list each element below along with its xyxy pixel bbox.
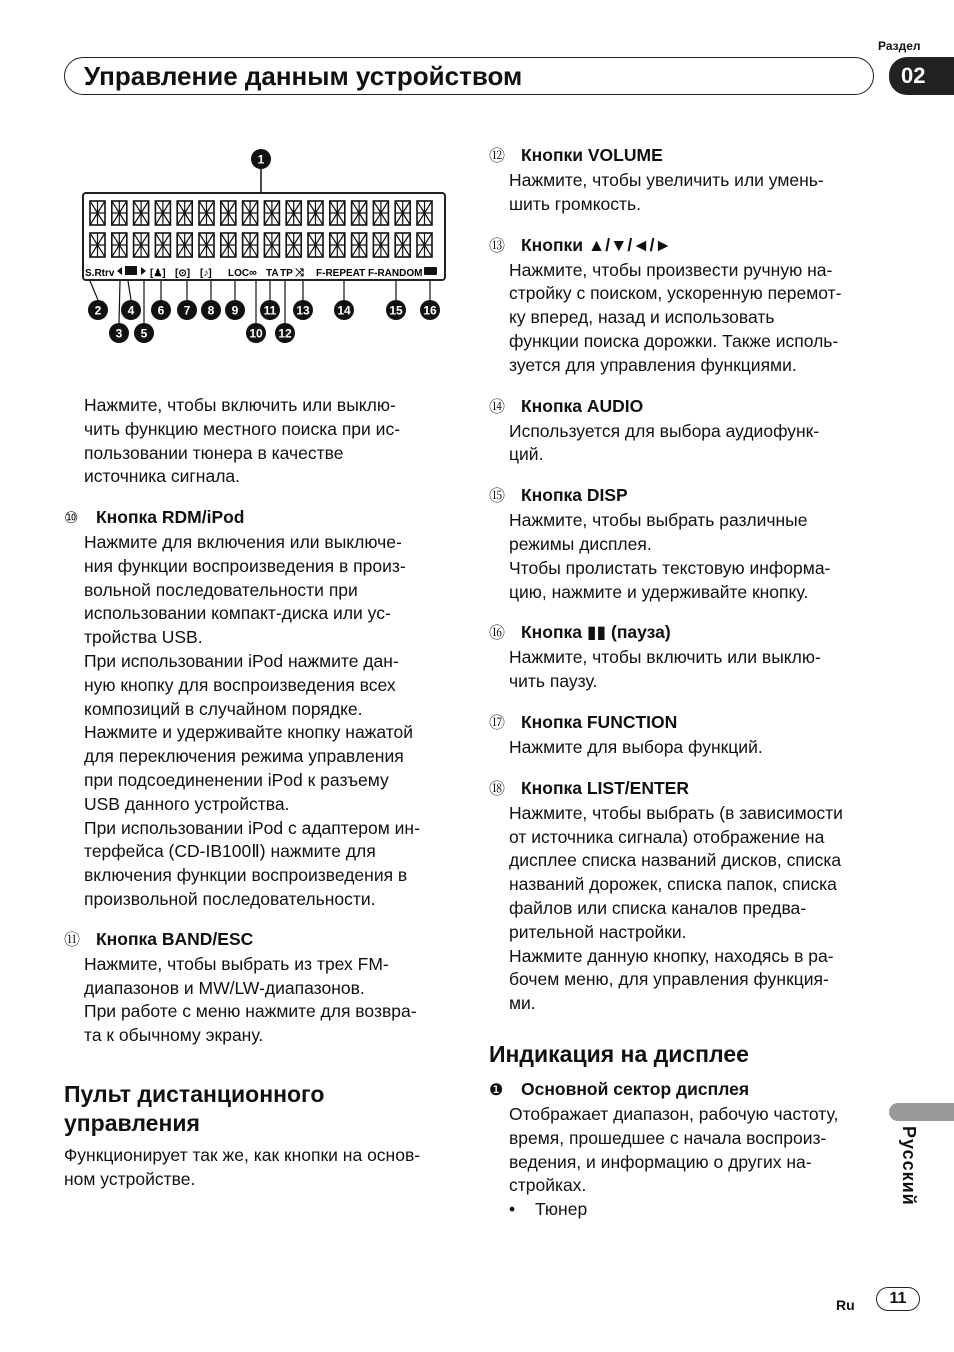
item-body	[489, 259, 879, 378]
item-heading	[489, 620, 879, 646]
item-body	[64, 953, 454, 1048]
right-items	[489, 143, 879, 1032]
text-line: названий дорожек, списка папок, списка	[509, 874, 837, 895]
segment-strokes	[155, 233, 170, 257]
segment-strokes	[112, 233, 127, 257]
text-line: файлов или списка каналов предва-	[509, 897, 807, 918]
callout-number: 16	[423, 303, 437, 318]
segment-strokes	[308, 201, 323, 225]
item-number: ⑪	[64, 931, 81, 949]
item-number: ⑯	[489, 625, 506, 643]
indicator-tp: TP	[280, 268, 293, 279]
text-line: Нажмите для включения или выключе-	[84, 532, 402, 552]
text-line: время, прошедшее с начала воспроиз-	[509, 1127, 827, 1148]
section-number-badge: 02	[889, 57, 954, 95]
indicator-ta: TA	[266, 268, 279, 279]
item-title: Кнопка AUDIO	[521, 395, 644, 416]
item-number: ⑰	[489, 714, 506, 732]
song-icon: [♪]	[200, 268, 212, 279]
item-body	[64, 531, 454, 912]
folder-icon	[125, 266, 137, 275]
segment-strokes	[90, 201, 105, 225]
callout-number: 13	[296, 303, 310, 318]
segment-strokes	[373, 233, 388, 257]
text-line: стройках.	[509, 1175, 587, 1196]
text-line: Нажмите для выбора функций.	[509, 736, 763, 757]
language-tab	[889, 1103, 954, 1121]
indicator-loc: LOC	[228, 268, 250, 279]
segment-strokes	[221, 201, 236, 225]
item-heading	[489, 233, 879, 259]
item-heading	[489, 394, 879, 420]
segment-strokes	[330, 201, 345, 225]
segment-strokes	[417, 233, 432, 257]
text-line: от источника сигнала) отображение на	[509, 826, 825, 847]
item-number: ⑩	[64, 510, 79, 527]
text-line: Нажмите, чтобы включить или выклю-	[509, 647, 821, 668]
item-number: ⑫	[489, 148, 506, 165]
item-title: Кнопка LIST/ENTER	[521, 777, 689, 798]
text-line: чить паузу.	[509, 671, 598, 692]
item-heading	[64, 505, 454, 531]
callout-number: 8	[207, 303, 215, 318]
text-line: произвольной последовательности.	[84, 888, 376, 909]
text-line: Нажмите, чтобы произвести ручную на-	[509, 259, 833, 280]
segment-strokes	[177, 201, 192, 225]
text-line: Нажмите и удерживайте кнопку нажатой	[84, 722, 414, 743]
button-description	[489, 620, 879, 694]
callout-number: 3	[115, 326, 123, 341]
text-line: ном устройстве.	[64, 1168, 196, 1189]
text-line: При работе с меню нажмите для возвра-	[84, 1001, 417, 1022]
intro-paragraph	[84, 394, 454, 489]
segment-strokes	[221, 233, 236, 257]
page-title: Управление данным устройством	[84, 61, 523, 91]
text-line: Нажмите данную кнопку, находясь в ра-	[509, 945, 834, 966]
artist-icon: [♟]	[150, 268, 166, 279]
shuffle-icon: ⤨	[295, 267, 304, 279]
text-line: дисплее списка названий дисков, списка	[509, 850, 842, 871]
button-description	[489, 483, 879, 604]
language-label: Русский	[899, 1126, 919, 1206]
text-line: тройства USB.	[84, 627, 203, 648]
indication-body	[489, 1103, 879, 1198]
button-description	[489, 710, 879, 760]
text-line: Функционирует так же, как кнопки на основ-	[64, 1145, 421, 1165]
text-line: ми.	[509, 993, 536, 1014]
item-title: Кнопка DISP	[521, 485, 628, 506]
text-line: чить функцию местного поиска при ис-	[84, 418, 401, 439]
tray-icon	[424, 267, 437, 275]
text-line: вольной последовательности при	[84, 579, 358, 600]
text-line: при подсоединенении iPod к разъему	[84, 769, 389, 790]
item-number: ⑱	[489, 780, 506, 798]
item-body	[489, 646, 879, 694]
segment-strokes	[243, 233, 258, 257]
callout-number: 5	[140, 326, 148, 341]
text-line: стройку с поиском, ускоренную перемот-	[509, 283, 842, 304]
text-line: Нажмите, чтобы увеличить или умень-	[509, 170, 824, 190]
indicator-srtrv: S.Rtrv	[85, 268, 115, 279]
segment-strokes	[264, 201, 279, 225]
item-body	[489, 736, 879, 760]
segment-strokes	[199, 201, 214, 225]
indication-heading: Индикация на дисплее	[489, 1041, 749, 1067]
callout-number: 2	[94, 303, 102, 318]
text-line: диапазонов и MW/LW-диапазонов.	[84, 977, 365, 998]
item-body	[489, 802, 879, 1016]
text-line: для переключения режима управления	[84, 746, 404, 767]
segment-strokes	[417, 201, 432, 225]
item-body	[489, 420, 879, 468]
segment-strokes	[308, 233, 323, 257]
callout-number: 14	[337, 303, 351, 318]
segment-strokes	[264, 233, 279, 257]
remote-heading-line2: управления	[64, 1110, 200, 1136]
button-description	[64, 927, 454, 1048]
indication-item-title	[489, 1077, 879, 1103]
text-line: ведения, и информацию о других на-	[509, 1151, 812, 1172]
item-heading	[489, 143, 879, 169]
bullet-text: Тюнер	[535, 1199, 588, 1220]
item-number: ❶	[489, 1082, 504, 1099]
text-line: та к обычному экрану.	[84, 1025, 264, 1046]
text-line: рительной настройки.	[509, 921, 687, 942]
bullet-item	[489, 1198, 879, 1222]
text-line: пользовании тюнера в качестве	[84, 442, 344, 463]
bullet-dot: •	[509, 1199, 516, 1220]
text-line: источника сигнала.	[84, 466, 240, 487]
callout-number: 15	[389, 303, 403, 318]
callout-number: 7	[183, 303, 191, 318]
segment-strokes	[330, 233, 345, 257]
indicator-f-repeat: F-REPEAT	[316, 268, 366, 279]
segment-strokes	[90, 233, 105, 257]
text-line: При использовании iPod с адаптером ин-	[84, 817, 420, 838]
callout-number: 9	[231, 303, 239, 318]
segment-strokes	[134, 233, 149, 257]
item-number: ⑮	[489, 488, 506, 506]
item-heading	[64, 927, 454, 953]
text-line: ния функции воспроизведения в произ-	[84, 555, 406, 576]
button-description	[489, 776, 879, 1016]
segment-strokes	[395, 233, 410, 257]
callout-number: 4	[127, 303, 135, 318]
text-line: ную кнопку для воспроизведения всех	[84, 674, 396, 695]
callout-number: 12	[278, 326, 292, 341]
disc-icon: [⊙]	[175, 268, 191, 279]
indication-section	[489, 1040, 879, 1222]
text-line: зуется для управления функциями.	[509, 354, 797, 375]
item-number: ⑭	[489, 398, 506, 416]
rdm-icon: ∞	[249, 267, 257, 279]
item-heading	[489, 776, 879, 802]
remote-section	[64, 1080, 454, 1192]
item-number: ⑬	[489, 237, 506, 255]
left-items	[64, 505, 454, 1063]
button-description	[489, 143, 879, 217]
segment-strokes	[134, 201, 149, 225]
item-title-text: Основной сектор дисплея	[521, 1079, 750, 1099]
segment-strokes	[112, 201, 127, 225]
text-line: использовании компакт-диска или ус-	[84, 603, 391, 624]
callout-number: 1	[257, 152, 265, 167]
text-line: Нажмите, чтобы выбрать из трех FM-	[84, 953, 389, 974]
callout-number: 6	[157, 303, 165, 318]
text-line: Нажмите, чтобы выбрать различные	[509, 510, 808, 531]
item-title: Кнопка ▮▮ (пауза)	[521, 622, 671, 643]
text-line: Используется для выбора аудиофунк-	[509, 420, 820, 441]
text-line: бочем меню, для управления функция-	[509, 969, 829, 990]
item-title: Кнопка FUNCTION	[521, 711, 678, 732]
button-description	[64, 505, 454, 912]
callout-number: 10	[249, 326, 263, 341]
segment-strokes	[373, 201, 388, 225]
segment-strokes	[395, 201, 410, 225]
segment-strokes	[155, 201, 170, 225]
button-description	[489, 394, 879, 468]
segment-strokes	[286, 201, 301, 225]
text-line: функции поиска дорожки. Также исполь-	[509, 330, 839, 351]
text-line: USB данного устройства.	[84, 793, 290, 814]
text-line: Нажмите, чтобы выбрать (в зависимости	[509, 802, 843, 823]
page-number: 11	[876, 1287, 920, 1311]
item-title: Кнопка RDM/iPod	[96, 507, 245, 527]
segment-strokes	[352, 201, 367, 225]
text-line: При использовании iPod нажмите дан-	[84, 650, 399, 671]
segment-strokes	[243, 201, 258, 225]
text-line: цию, нажмите и удерживайте кнопку.	[509, 581, 809, 602]
item-heading	[489, 710, 879, 736]
section-label: Раздел	[878, 39, 921, 53]
text-line: терфейса (CD-IB100Ⅱ) нажмите для	[84, 841, 376, 862]
item-title: Кнопки VOLUME	[521, 145, 663, 165]
text-line: шить громкость.	[509, 193, 642, 214]
text-line: Чтобы пролистать текстовую информа-	[509, 557, 831, 578]
segment-strokes	[199, 233, 214, 257]
callout-number: 11	[263, 303, 277, 318]
item-title: Кнопка BAND/ESC	[96, 928, 254, 949]
segment-strokes	[286, 233, 301, 257]
item-body	[489, 169, 879, 217]
text-line: Отображает диапазон, рабочую частоту,	[509, 1104, 839, 1124]
display-diagram	[80, 145, 450, 350]
text-line: включения функции воспроизведения в	[84, 865, 408, 886]
indicator-f-random: F-RANDOM	[368, 268, 423, 279]
text-line: режимы дисплея.	[509, 533, 652, 554]
text-line: Нажмите, чтобы включить или выклю-	[84, 395, 396, 415]
item-heading	[489, 483, 879, 509]
text-line: ку вперед, назад и использовать	[509, 307, 775, 328]
language-code: Ru	[836, 1297, 855, 1313]
button-description	[489, 233, 879, 378]
text-line: композиций в случайном порядке.	[84, 698, 363, 719]
remote-body	[64, 1144, 454, 1192]
item-title: Кнопки ▲/▼/◄/►	[521, 234, 672, 255]
remote-heading-line1: Пульт дистанционного	[64, 1081, 325, 1107]
item-body	[489, 509, 879, 604]
segment-strokes	[177, 233, 192, 257]
segment-strokes	[352, 233, 367, 257]
text-line: ций.	[509, 444, 544, 465]
